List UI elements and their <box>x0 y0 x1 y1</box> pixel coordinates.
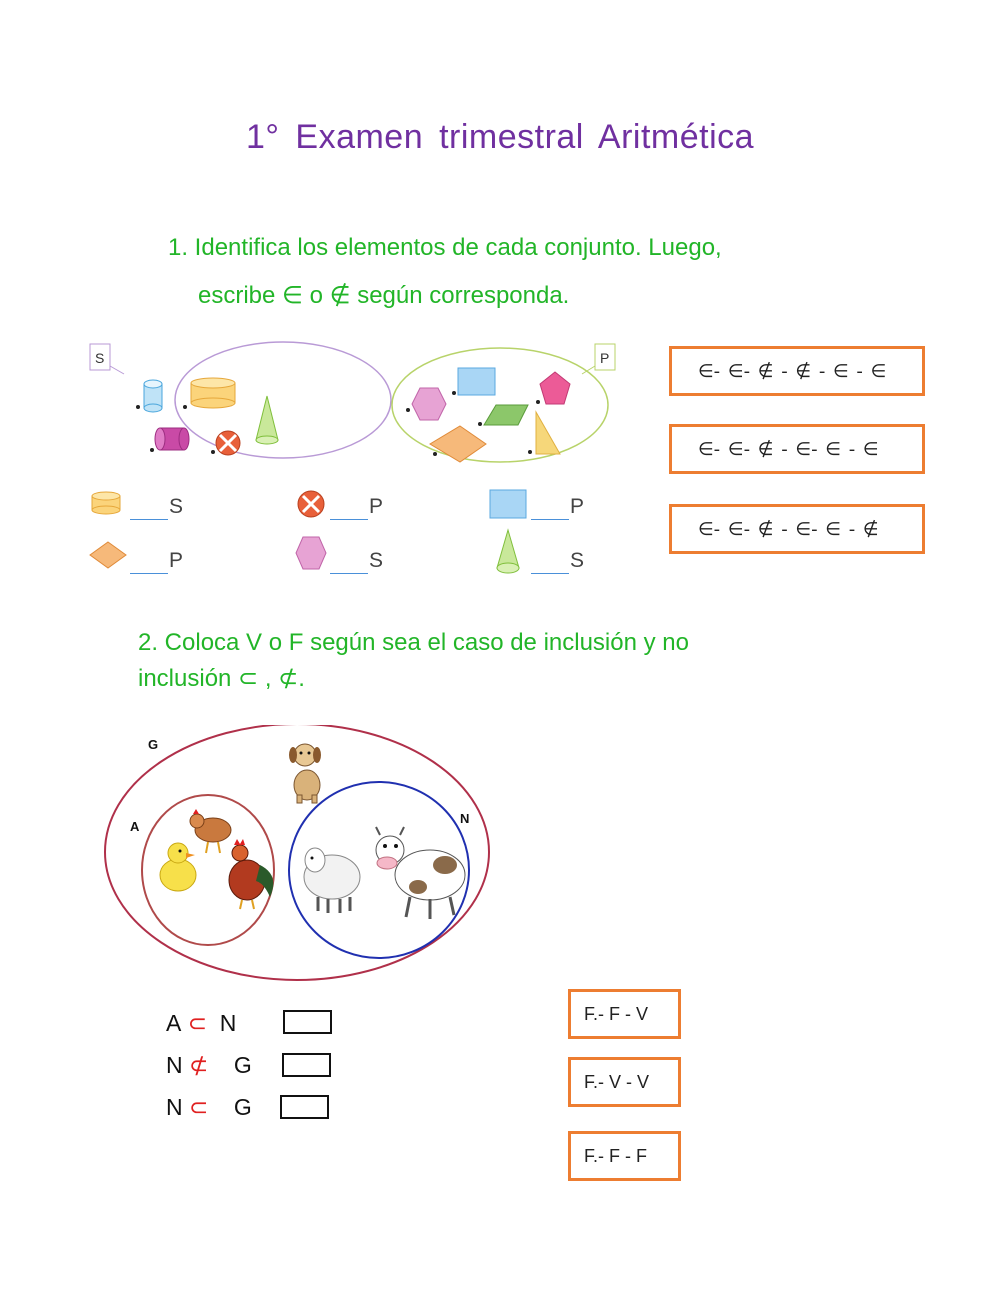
yellow-triangle-icon <box>536 412 560 454</box>
exercise-3-rectangle-icon <box>488 488 528 520</box>
q1-option-3[interactable]: ∈- ∈- ∉ - ∈- ∈ - ∉ <box>669 504 925 554</box>
q1-option-1[interactable]: ∈- ∈- ∉ - ∉ - ∈ - ∈ <box>669 346 925 396</box>
relation-2-answer-box[interactable] <box>282 1053 331 1077</box>
exercise-5-blank[interactable] <box>330 573 368 574</box>
pink-hexagon-icon <box>412 388 446 420</box>
dog-icon <box>289 744 321 803</box>
question-2-line-1: 2. Coloca V o F según sea el caso de inclusión y no <box>138 629 689 656</box>
exercise-2-blank[interactable] <box>330 519 368 520</box>
exercise-4-blank[interactable] <box>130 573 168 574</box>
exercise-6-cone-icon <box>494 528 524 576</box>
pink-pentagon-icon <box>540 372 570 404</box>
exercise-3-set: P <box>570 495 585 518</box>
sheep-icon <box>304 848 360 913</box>
exercise-5-set: S <box>369 549 384 572</box>
exercise-1-cylinder-icon <box>86 488 126 518</box>
set-n-label: N <box>460 811 470 826</box>
relation-2: N ⊄ G <box>166 1052 252 1078</box>
q2-option-2[interactable]: F.- V - V <box>568 1057 681 1107</box>
exercise-4-set: P <box>169 549 184 572</box>
set-g-label: G <box>148 737 159 752</box>
exercise-6-blank[interactable] <box>531 573 569 574</box>
ball-icon <box>216 431 240 455</box>
exercise-3-blank[interactable] <box>531 519 569 520</box>
duck-icon <box>160 843 196 891</box>
page-title: 1° Examen trimestral Aritmética <box>245 118 755 156</box>
q1-option-2[interactable]: ∈- ∈- ∉ - ∈- ∈ - ∈ <box>669 424 925 474</box>
rooster-icon <box>229 839 273 909</box>
exercise-6-set: S <box>570 549 585 572</box>
blue-rectangle-icon <box>458 368 495 395</box>
set-a-label: A <box>130 819 140 834</box>
exercise-1-blank[interactable] <box>130 519 168 520</box>
exercise-5-hexagon-icon <box>295 535 327 571</box>
set-p-label: P <box>600 350 610 366</box>
green-cone-icon <box>256 396 278 444</box>
exercise-4-rhombus-icon <box>88 540 128 570</box>
magenta-cylinder-icon <box>155 428 189 450</box>
blue-cylinder-icon <box>144 380 162 412</box>
cow-icon <box>376 827 465 919</box>
green-parallelogram-icon <box>484 405 528 425</box>
exercise-1-set: S <box>169 495 184 518</box>
relation-1: A ⊂ N <box>166 1010 237 1036</box>
set-s-label: S <box>95 350 105 366</box>
orange-rhombus-icon <box>430 426 486 462</box>
q2-option-3[interactable]: F.- F - F <box>568 1131 681 1181</box>
q2-option-1[interactable]: F.- F - V <box>568 989 681 1039</box>
question-2-line-2: inclusión ⊂ , ⊄. <box>138 665 305 692</box>
relation-1-answer-box[interactable] <box>283 1010 332 1034</box>
question-1-line-1: 1. Identifica los elementos de cada conjunto. Luego, <box>168 234 722 261</box>
hen-icon <box>190 809 231 853</box>
exercise-2-ball-icon <box>295 488 327 520</box>
question-1-line-2: escribe ∈ o ∉ según corresponda. <box>198 282 570 309</box>
exercise-2-set: P <box>369 495 384 518</box>
sets-s-p-diagram <box>80 330 660 490</box>
relation-3-answer-box[interactable] <box>280 1095 329 1119</box>
sets-g-a-n-diagram <box>100 725 500 990</box>
relation-3: N ⊂ G <box>166 1094 252 1120</box>
yellow-cylinder-icon <box>191 378 235 408</box>
